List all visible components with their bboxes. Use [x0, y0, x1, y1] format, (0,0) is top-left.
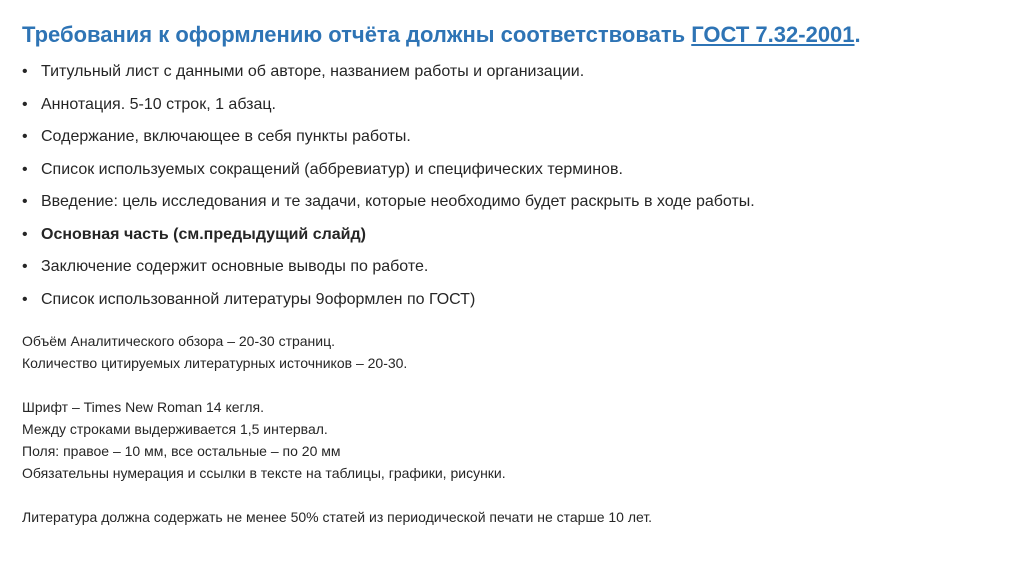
- gost-link[interactable]: ГОСТ 7.32-2001: [691, 22, 855, 47]
- bullet-icon: •: [22, 63, 28, 80]
- bullet-icon: •: [22, 160, 28, 178]
- list-item-conclusion: [22, 257, 755, 290]
- list-item-text: Содержание, включающее в себя пункты работы.: [41, 128, 411, 145]
- note-volume: Объём Аналитического обзора – 20-30 страниц.: [22, 333, 336, 349]
- bullet-icon: •: [22, 128, 28, 145]
- bullet-icon: •: [22, 290, 28, 308]
- list-item-text: Аннотация. 5-10 строк, 1 абзац.: [41, 95, 276, 113]
- list-item-abstract: [22, 95, 755, 128]
- list-item-references: [22, 290, 755, 323]
- list-item-text: Список использованной литературы 9оформлен по ГОСТ): [41, 290, 476, 308]
- note-margins: Поля: правое – 10 мм, все остальные – по 20 мм: [22, 443, 341, 459]
- slide-title: [22, 22, 861, 48]
- notes-block: [22, 330, 652, 528]
- note-spacing: Между строками выдерживается 1,5 интервал.: [22, 421, 328, 437]
- bullet-icon: •: [22, 258, 28, 275]
- note-font: Шрифт – Times New Roman 14 кегля.: [22, 399, 264, 415]
- title-period: .: [854, 22, 861, 47]
- list-item-main-part: [22, 225, 755, 258]
- list-item-text: Титульный лист с данными об авторе, названием работы и организации.: [41, 63, 585, 80]
- list-item-text: Заключение содержит основные выводы по работе.: [41, 258, 429, 275]
- list-item-introduction: [22, 192, 755, 225]
- bullet-icon: •: [22, 95, 28, 113]
- list-item-text: Список используемых сокращений (аббревиатур) и специфических терминов.: [41, 160, 623, 178]
- bullet-icon: •: [22, 193, 28, 210]
- note-numbering: Обязательны нумерация и ссылки в тексте на таблицы, графики, рисунки.: [22, 465, 506, 481]
- bullet-icon: •: [22, 225, 28, 243]
- list-item-contents: [22, 127, 755, 160]
- title-text: Требования к оформлению отчёта должны соответствовать: [22, 22, 692, 47]
- list-item-text: Основная часть (см.предыдущий слайд): [41, 225, 366, 243]
- spacer: [22, 374, 652, 396]
- requirements-list: [22, 62, 755, 322]
- list-item-text: Введение: цель исследования и те задачи, которые необходимо будет раскрыть в ходе работы.: [41, 193, 755, 210]
- note-sources: Количество цитируемых литературных источников – 20-30.: [22, 355, 408, 371]
- spacer: [22, 484, 652, 506]
- note-literature: Литература должна содержать не менее 50% статей из периодической печати не старше 10 лет.: [22, 509, 653, 525]
- list-item-title-page: [22, 62, 755, 95]
- list-item-abbreviations: [22, 160, 755, 193]
